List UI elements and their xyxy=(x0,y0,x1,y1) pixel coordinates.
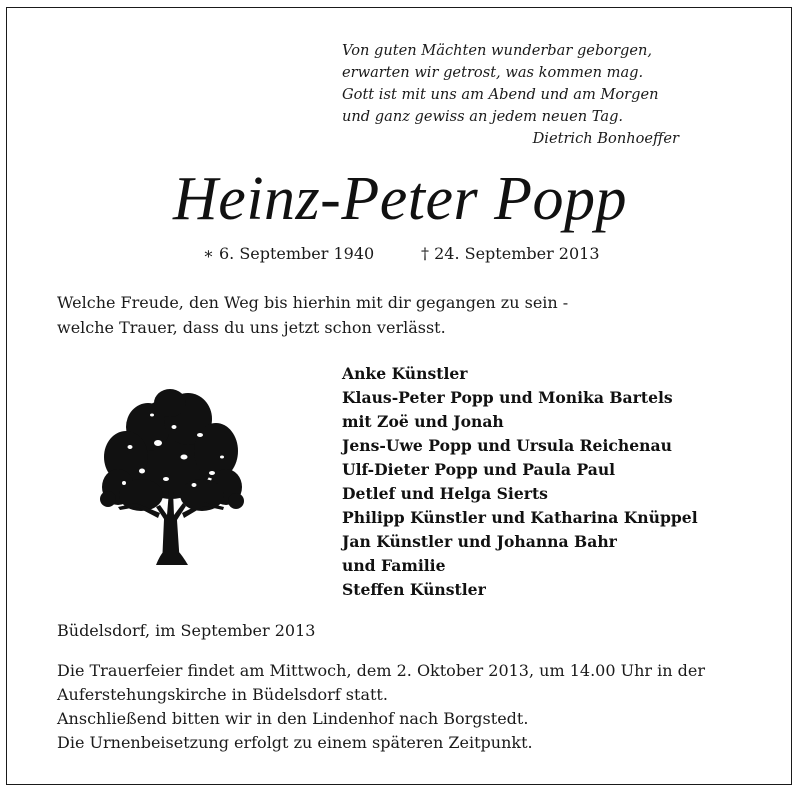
quote-line: Gott ist mit uns am Abend und am Morgen xyxy=(342,86,659,103)
mourner-line: und Familie xyxy=(342,556,446,575)
service-info xyxy=(57,659,757,755)
mourner-line: Klaus-Peter Popp und Monika Bartels xyxy=(342,388,673,407)
service-line: Auferstehungskirche in Büdelsdorf statt. xyxy=(57,685,388,704)
mourner-line: Philipp Künstler und Katharina Knüppel xyxy=(342,508,698,527)
intro-text xyxy=(57,290,657,340)
service-line: Anschließend bitten wir in den Lindenhof nach Borgstedt. xyxy=(57,709,529,728)
mourner-line: mit Zoë und Jonah xyxy=(342,412,504,431)
mourner-line: Jens-Uwe Popp und Ursula Reichenau xyxy=(342,436,672,455)
mourner-line: Anke Künstler xyxy=(342,364,468,383)
place-date: Büdelsdorf, im September 2013 xyxy=(57,621,316,640)
life-dates xyxy=(0,242,800,266)
quote-line: und ganz gewiss an jedem neuen Tag. xyxy=(342,108,624,125)
intro-line: welche Trauer, dass du uns jetzt schon verlässt. xyxy=(57,318,446,337)
mourners-list xyxy=(342,362,762,602)
mourner-line: Steffen Künstler xyxy=(342,580,486,599)
service-line: Die Trauerfeier findet am Mittwoch, dem 2. Oktober 2013, um 14.00 Uhr in der xyxy=(57,661,705,680)
bonhoeffer-quote xyxy=(342,40,687,150)
birth-date: ∗ 6. September 1940 xyxy=(203,244,375,263)
service-line: Die Urnenbeisetzung erfolgt zu einem späteren Zeitpunkt. xyxy=(57,733,533,752)
quote-line: Von guten Mächten wunderbar geborgen, xyxy=(342,42,653,59)
intro-line: Welche Freude, den Weg bis hierhin mit dir gegangen zu sein - xyxy=(57,293,569,312)
mourner-line: Jan Künstler und Johanna Bahr xyxy=(342,532,617,551)
tree-icon xyxy=(96,387,246,565)
deceased-name: Heinz-Peter Popp xyxy=(173,165,627,233)
mourner-line: Ulf-Dieter Popp und Paula Paul xyxy=(342,460,616,479)
mourner-line: Detlef und Helga Sierts xyxy=(342,484,548,503)
quote-line: erwarten wir getrost, was kommen mag. xyxy=(342,64,644,81)
death-date: † 24. September 2013 xyxy=(421,244,600,263)
quote-author: Dietrich Bonhoeffer xyxy=(532,130,679,147)
